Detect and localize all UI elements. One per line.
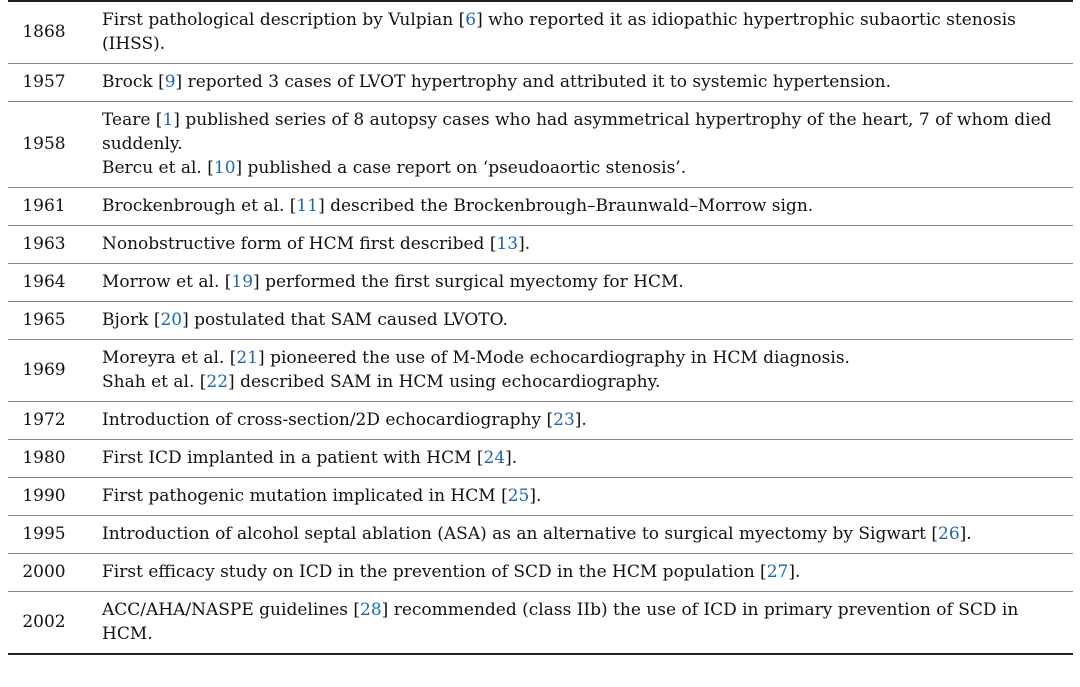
- event-cell: [86, 440, 1073, 478]
- event-cell: [86, 302, 1073, 340]
- year-cell: 1990: [22, 486, 66, 506]
- event-cell: [86, 402, 1073, 440]
- timeline-row: [8, 478, 1073, 516]
- event-line: [102, 560, 1069, 584]
- event-cell: [86, 264, 1073, 302]
- timeline-table-container: [8, 0, 1073, 655]
- reference-link[interactable]: 6: [465, 10, 477, 30]
- year-cell: 1868: [22, 22, 66, 42]
- event-text: Introduction of alcohol septal ablation (ASA) as an alternative to surgical myectomy by Sigwart [: [102, 524, 939, 544]
- event-text: ] published a case report on ‘pseudoaortic stenosis’.: [235, 158, 687, 178]
- event-cell: [86, 1, 1073, 64]
- timeline-row: [8, 402, 1073, 440]
- event-line: [102, 446, 1069, 470]
- event-cell: [86, 226, 1073, 264]
- event-line: [102, 598, 1069, 646]
- event-cell: [86, 188, 1073, 226]
- event-text: Bjork [: [102, 310, 161, 330]
- year-cell: 2002: [22, 612, 66, 632]
- year-cell: 1964: [22, 272, 66, 292]
- hcm-history-timeline-table: [8, 0, 1073, 655]
- year-cell: 1969: [22, 360, 66, 380]
- event-text: ].: [518, 234, 531, 254]
- event-line: [102, 108, 1069, 156]
- event-cell: [86, 340, 1073, 402]
- event-text: First ICD implanted in a patient with HCM [: [102, 448, 484, 468]
- reference-link[interactable]: 9: [164, 72, 176, 92]
- event-line: [102, 346, 1069, 370]
- timeline-row: [8, 188, 1073, 226]
- timeline-row: [8, 554, 1073, 592]
- event-text: Introduction of cross-section/2D echocardiography [: [102, 410, 554, 430]
- event-line: [102, 308, 1069, 332]
- year-cell: 1995: [22, 524, 66, 544]
- timeline-row: [8, 102, 1073, 188]
- reference-link[interactable]: 23: [553, 410, 575, 430]
- event-text: ].: [505, 448, 518, 468]
- event-cell: [86, 554, 1073, 592]
- timeline-body: [8, 1, 1073, 654]
- event-text: ] described the Brockenbrough–Braunwald–Morrow sign.: [318, 196, 814, 216]
- reference-link[interactable]: 24: [483, 448, 506, 468]
- reference-link[interactable]: 19: [231, 272, 254, 292]
- event-line: [102, 194, 1069, 218]
- timeline-row: [8, 516, 1073, 554]
- event-cell: [86, 64, 1073, 102]
- event-text: Moreyra et al. [: [102, 348, 237, 368]
- event-text: ] published series of 8 autopsy cases who had asymmetrical hypertrophy of the heart, 7 of whom died suddenly.: [102, 110, 1052, 154]
- event-text: ].: [574, 410, 587, 430]
- timeline-row: [8, 302, 1073, 340]
- event-line: [102, 270, 1069, 294]
- year-cell: 1957: [22, 72, 66, 92]
- event-text: Nonobstructive form of HCM first described [: [102, 234, 497, 254]
- year-cell: 2000: [22, 562, 66, 582]
- reference-link[interactable]: 27: [766, 562, 789, 582]
- year-cell: 1965: [22, 310, 66, 330]
- reference-link[interactable]: 1: [162, 110, 174, 130]
- event-text: First efficacy study on ICD in the prevention of SCD in the HCM population [: [102, 562, 767, 582]
- timeline-row: [8, 64, 1073, 102]
- timeline-row: [8, 1, 1073, 64]
- event-line: [102, 370, 1069, 394]
- event-text: ] who reported it as idiopathic hypertrophic subaortic stenosis (IHSS).: [102, 10, 1016, 54]
- event-text: Bercu et al. [: [102, 158, 214, 178]
- reference-link[interactable]: 20: [160, 310, 183, 330]
- event-text: Brockenbrough et al. [: [102, 196, 297, 216]
- event-line: [102, 484, 1069, 508]
- event-line: [102, 8, 1069, 56]
- event-cell: [86, 516, 1073, 554]
- year-cell: 1961: [22, 196, 66, 216]
- reference-link[interactable]: 21: [236, 348, 259, 368]
- event-text: ] recommended (class IIb) the use of ICD in primary prevention of SCD in HCM.: [102, 600, 1019, 644]
- reference-link[interactable]: 26: [938, 524, 960, 544]
- year-cell: 1958: [22, 134, 66, 154]
- event-text: ] described SAM in HCM using echocardiography.: [228, 372, 661, 392]
- timeline-row: [8, 592, 1073, 655]
- reference-link[interactable]: 11: [296, 196, 319, 216]
- event-text: ].: [788, 562, 801, 582]
- event-cell: [86, 102, 1073, 188]
- reference-link[interactable]: 25: [507, 486, 530, 506]
- event-text: ACC/AHA/NASPE guidelines [: [102, 600, 361, 620]
- event-text: ] reported 3 cases of LVOT hypertrophy and attributed it to systemic hypertension.: [175, 72, 892, 92]
- event-line: [102, 232, 1069, 256]
- event-text: Teare [: [102, 110, 163, 130]
- reference-link[interactable]: 13: [496, 234, 519, 254]
- event-text: ] postulated that SAM caused LVOTO.: [182, 310, 508, 330]
- event-text: First pathological description by Vulpian [: [102, 10, 466, 30]
- event-text: ] pioneered the use of M-Mode echocardiography in HCM diagnosis.: [258, 348, 850, 368]
- event-line: [102, 408, 1069, 432]
- event-text: ].: [529, 486, 542, 506]
- event-line: [102, 70, 1069, 94]
- event-line: [102, 522, 1069, 546]
- event-text: Morrow et al. [: [102, 272, 232, 292]
- timeline-row: [8, 340, 1073, 402]
- event-text: ] performed the first surgical myectomy for HCM.: [253, 272, 684, 292]
- year-cell: 1980: [22, 448, 66, 468]
- year-cell: 1963: [22, 234, 66, 254]
- timeline-row: [8, 440, 1073, 478]
- event-text: ].: [959, 524, 972, 544]
- year-cell: 1972: [22, 410, 66, 430]
- event-text: First pathogenic mutation implicated in HCM [: [102, 486, 508, 506]
- timeline-row: [8, 264, 1073, 302]
- reference-link[interactable]: 10: [213, 158, 236, 178]
- event-cell: [86, 592, 1073, 655]
- reference-link[interactable]: 22: [206, 372, 229, 392]
- event-text: Shah et al. [: [102, 372, 207, 392]
- event-cell: [86, 478, 1073, 516]
- event-line: [102, 156, 1069, 180]
- event-text: Brock [: [102, 72, 165, 92]
- reference-link[interactable]: 28: [360, 600, 382, 620]
- timeline-row: [8, 226, 1073, 264]
